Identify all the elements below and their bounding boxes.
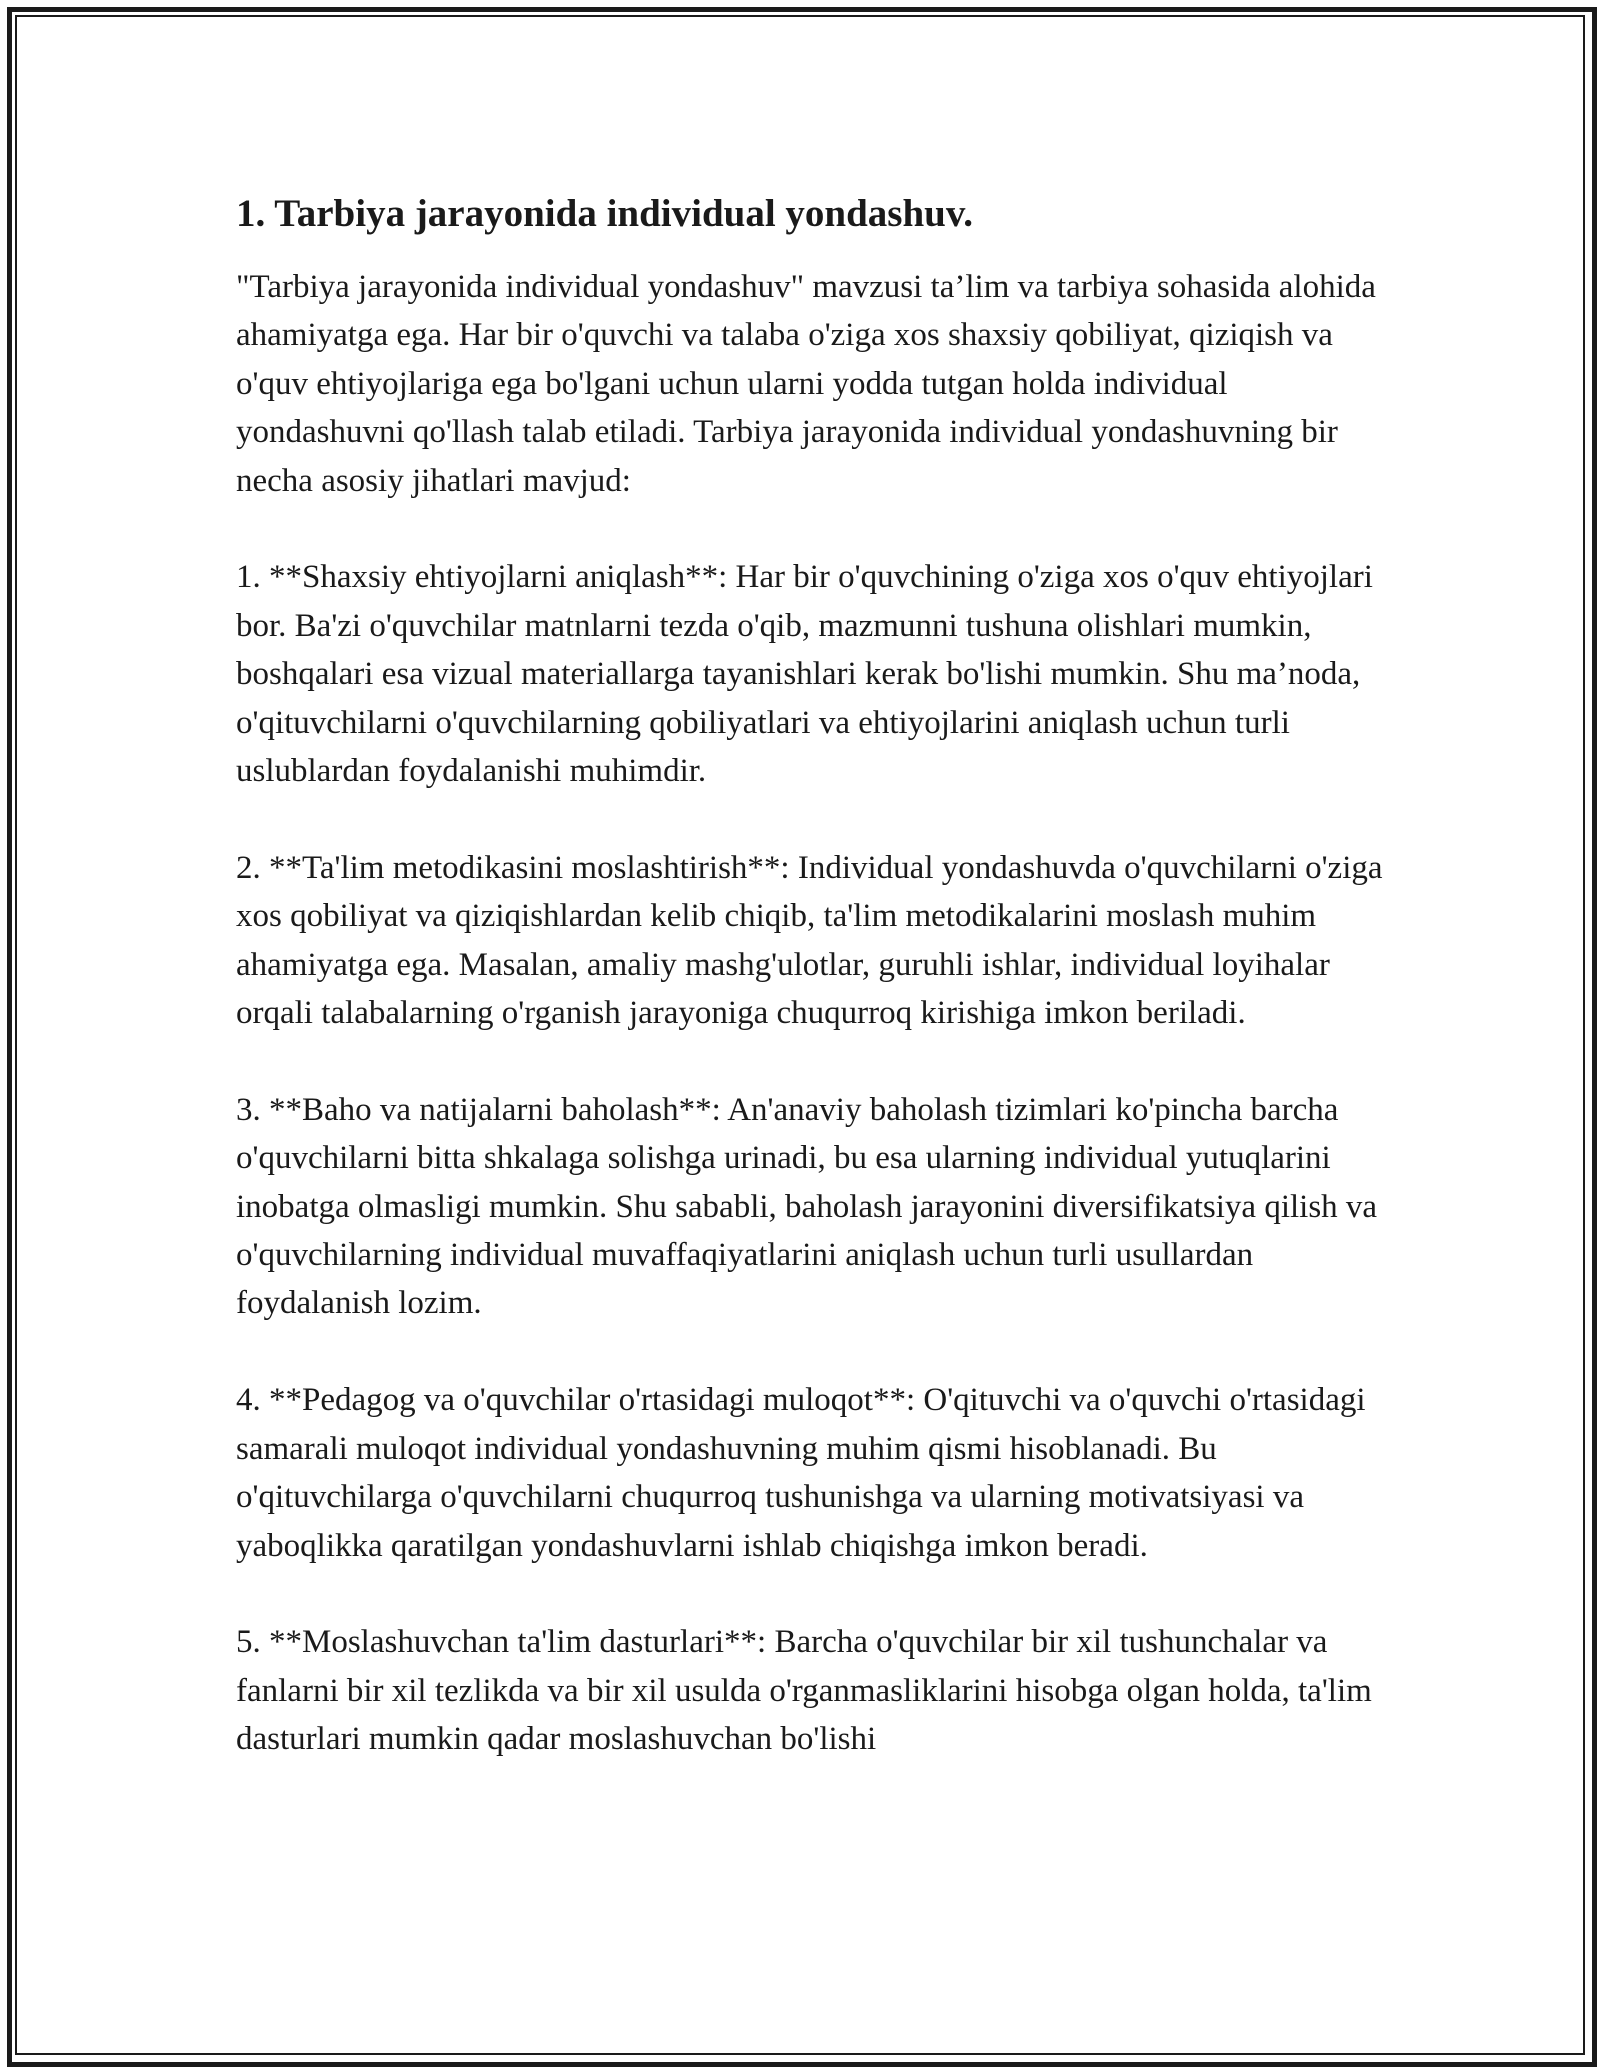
list-item-5: 5. **Moslashuvchan ta'lim dasturlari**: Barcha o'quvchilar bir xil tushunchalar va fanlarni bir xil tezlikda va bir xil usulda o'rganmasliklarini hisobga olgan holda, ta'lim dasturlari mumkin qadar moslashuvchan bo'lishi <box>236 1624 1372 1758</box>
list-item-4: 4. **Pedagog va o'quvchilar o'rtasidagi muloqot**: O'qituvchi va o'quvchi o'rtasidagi samarali muloqot individual yondashuvning muhim qismi hisoblanadi. Bu o'qituvchilarga o'quvchilarni chuqurroq tushunishga va ularning motivatsiyasi va yaboqlikka qaratilgan yondashuvlarni ishlab chiqishga imkon beradi. <box>236 1382 1366 1564</box>
list-item-3: 3. **Baho va natijalarni baholash**: An'anaviy baholash tizimlari ko'pincha barcha o'quvchilarni bitta shkalaga solishga urinadi, bu esa ularning individual yutuqlarini inobatga olmasligi mumkin. Shu sababli, baholash jarayonini diversifikatsiya qilish va o'quvchilarning individual muvaffaqiyatlarini aniqlash uchun turli usullardan foydalanish lozim. <box>236 1091 1378 1322</box>
list-item-2: 2. **Ta'lim metodikasini moslashtirish**: Individual yondashuvda o'quvchilarni o'ziga xos qobiliyat va qiziqishlardan kelib chiqib, ta'lim metodikalarini moslash muhim ahamiyatga ega. Masalan, amaliy mashg'ulotlar, guruhli ishlar, individual loyihalar orqali talabalarning o'rganish jarayoniga chuqurroq kirishiga imkon beriladi. <box>236 849 1383 1032</box>
intro-paragraph: "Tarbiya jarayonida individual yondashuv" mavzusi ta’lim va tarbiya sohasida alohida ahamiyatga ega. Har bir o'quvchi va talaba o'ziga xos shaxsiy qobiliyat, qiziqish va o'quv ehtiyojlariga ega bo'lgani uchun ularni yodda tutgan holda individual yondashuvni qo'llash talab etiladi. Tarbiya jarayonida individual yondashuvning bir necha asosiy jihatlari mavjud: <box>236 269 1376 499</box>
document-body <box>236 185 1386 1764</box>
list-item-1: 1. **Shaxsiy ehtiyojlarni aniqlash**: Har bir o'quvchining o'ziga xos o'quv ehtiyojlari bor. Ba'zi o'quvchilar matnlarni tezda o'qib, mazmunni tushuna olishlari mumkin, boshqalari esa vizual materiallarga tayanishlari kerak bo'lishi mumkin. Shu ma’noda, o'qituvchilarni o'quvchilarning qobiliyatlari va ehtiyojlarini aniqlash uchun turli uslublardan foydalanishi muhimdir. <box>236 559 1373 790</box>
document-heading: 1. Tarbiya jarayonida individual yondashuv. <box>236 192 973 235</box>
